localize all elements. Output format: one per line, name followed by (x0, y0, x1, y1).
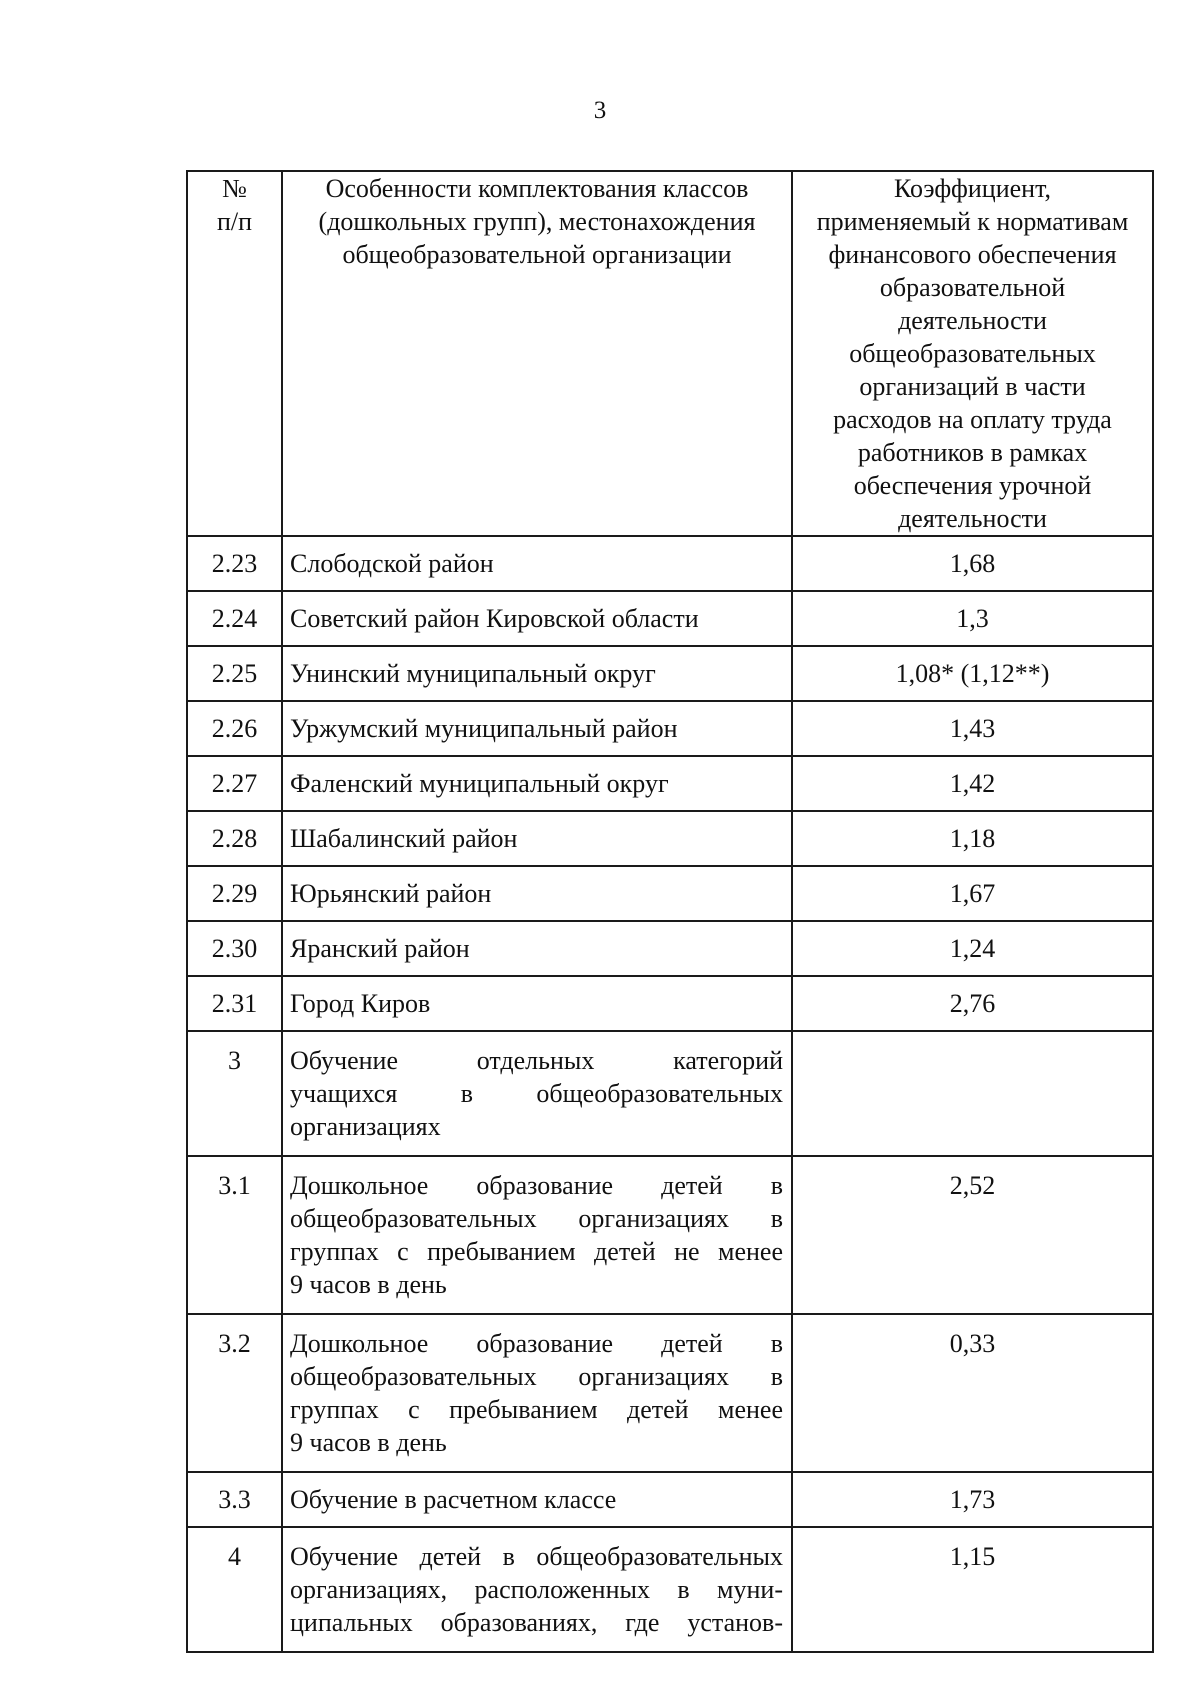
row-feature (282, 1156, 792, 1314)
row-coefficient: 1,67 (792, 866, 1153, 921)
row-number: 3.3 (187, 1472, 282, 1527)
header-line: финансового обеспечения (828, 240, 1117, 269)
row-number: 3.2 (187, 1314, 282, 1472)
table-header (187, 171, 1153, 536)
table-body (187, 536, 1153, 1652)
text-line: 9 часов в день (290, 1270, 447, 1299)
row-coefficient (792, 1031, 1153, 1156)
table-row (187, 1472, 1153, 1527)
row-coefficient: 1,42 (792, 756, 1153, 811)
header-line: Особенности комплектования классов (325, 174, 749, 203)
text-line: ципальных образованиях, где установ- (290, 1608, 783, 1637)
row-coefficient: 1,73 (792, 1472, 1153, 1527)
row-coefficient: 2,52 (792, 1156, 1153, 1314)
row-number: 2.26 (187, 701, 282, 756)
page-number: 3 (593, 97, 607, 124)
row-number: 2.31 (187, 976, 282, 1031)
row-number: 2.23 (187, 536, 282, 591)
text-line: организациях, расположенных в муни- (290, 1575, 783, 1604)
row-coefficient: 2,76 (792, 976, 1153, 1031)
text-line: группах с пребыванием детей менее (290, 1395, 783, 1424)
table-row (187, 976, 1153, 1031)
text-line: Обучение детей в общеобразовательных (290, 1542, 783, 1571)
header-line: общеобразовательных (849, 339, 1096, 368)
table-row (187, 1156, 1153, 1314)
table-row (187, 921, 1153, 976)
header-line: применяемый к нормативам (816, 207, 1129, 236)
row-feature: Советский район Кировской области (282, 591, 792, 646)
row-feature (282, 1031, 792, 1156)
table-row (187, 1031, 1153, 1156)
header-features-column (282, 171, 792, 536)
table-row (187, 811, 1153, 866)
table-row (187, 1527, 1153, 1652)
header-line: обеспечения урочной (853, 471, 1092, 500)
row-coefficient: 1,43 (792, 701, 1153, 756)
text-line: Дошкольное образование детей в (290, 1329, 783, 1358)
table-row (187, 646, 1153, 701)
row-feature: Слободской район (282, 536, 792, 591)
text-line: общеобразовательных организациях в (290, 1204, 783, 1233)
row-feature (282, 1527, 792, 1652)
header-line: работников в рамках (857, 438, 1088, 467)
row-feature: Юрьянский район (282, 866, 792, 921)
row-feature: Фаленский муниципальный округ (282, 756, 792, 811)
row-number: 3 (187, 1031, 282, 1156)
text-line: Обучение отдельных категорий (290, 1046, 783, 1075)
text-line: группах с пребыванием детей не менее (290, 1237, 783, 1266)
row-number: 2.29 (187, 866, 282, 921)
row-coefficient: 1,68 (792, 536, 1153, 591)
row-number: 2.30 (187, 921, 282, 976)
header-number-column (187, 171, 282, 536)
header-line: п/п (216, 207, 253, 236)
text-line: учащихся в общеобразовательных (290, 1079, 783, 1108)
row-feature: Яранский район (282, 921, 792, 976)
row-number: 2.28 (187, 811, 282, 866)
header-line: деятельности (898, 306, 1047, 335)
table-row (187, 591, 1153, 646)
row-number: 2.25 (187, 646, 282, 701)
header-line: организаций в части (859, 372, 1086, 401)
row-feature: Унинский муниципальный округ (282, 646, 792, 701)
row-number: 4 (187, 1527, 282, 1652)
header-line: деятельности (898, 504, 1047, 533)
header-line: Коэффициент, (893, 174, 1051, 203)
header-line: (дошкольных групп), местонахождения (318, 207, 756, 236)
row-number: 3.1 (187, 1156, 282, 1314)
row-coefficient: 1,08* (1,12**) (792, 646, 1153, 701)
header-line: общеобразовательной организации (342, 240, 732, 269)
table-row (187, 1314, 1153, 1472)
row-feature: Обучение в расчетном классе (282, 1472, 792, 1527)
text-line: Дошкольное образование детей в (290, 1171, 783, 1200)
table-row (187, 866, 1153, 921)
header-line: № (222, 174, 247, 203)
text-line: общеобразовательных организациях в (290, 1362, 783, 1391)
text-line: 9 часов в день (290, 1428, 447, 1457)
header-coefficient-column (792, 171, 1153, 536)
row-coefficient: 1,3 (792, 591, 1153, 646)
row-coefficient: 0,33 (792, 1314, 1153, 1472)
row-feature: Уржумский муниципальный район (282, 701, 792, 756)
table-row (187, 701, 1153, 756)
row-number: 2.27 (187, 756, 282, 811)
row-feature: Город Киров (282, 976, 792, 1031)
row-coefficient: 1,18 (792, 811, 1153, 866)
row-coefficient: 1,15 (792, 1527, 1153, 1652)
row-feature (282, 1314, 792, 1472)
row-feature: Шабалинский район (282, 811, 792, 866)
table-row (187, 756, 1153, 811)
header-line: расходов на оплату труда (833, 405, 1112, 434)
row-number: 2.24 (187, 591, 282, 646)
header-line: образовательной (879, 273, 1066, 302)
row-coefficient: 1,24 (792, 921, 1153, 976)
text-line: организациях (290, 1112, 441, 1141)
coefficient-table (186, 170, 1154, 1653)
table-row (187, 536, 1153, 591)
